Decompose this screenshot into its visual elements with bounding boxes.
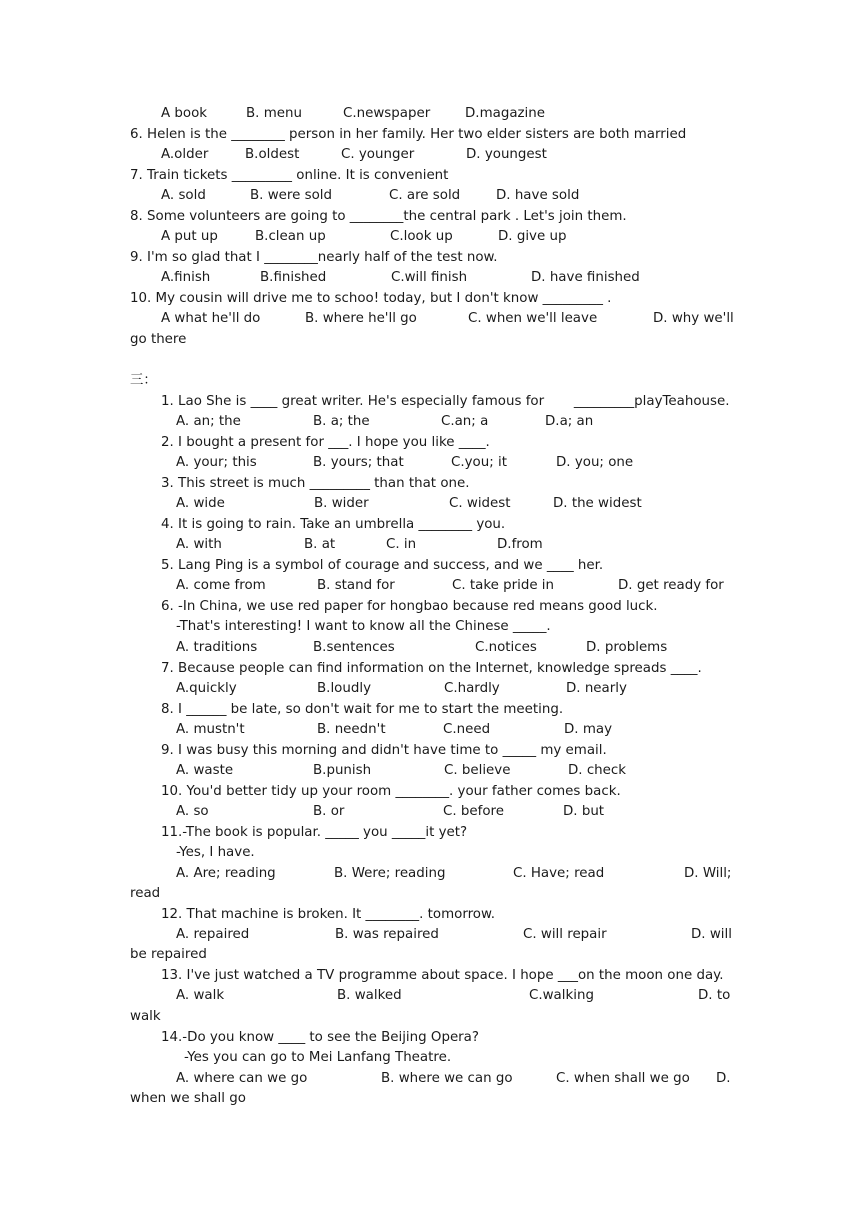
question-stem: 1. Lao She is ____ great writer. He's especially famous for _________playTeahouse. (161, 394, 730, 409)
option-b: B. where we can go (381, 1071, 513, 1086)
question-stem-reply: -That's interesting! I want to know all the Chinese _____. (176, 619, 551, 634)
option-c: C. when we'll leave (468, 311, 598, 326)
option-b: B. were sold (250, 188, 332, 203)
option-a: A. so (176, 804, 209, 819)
option-c: C. before (443, 804, 504, 819)
question-stem: 14.-Do you know ____ to see the Beijing Opera? (161, 1030, 479, 1045)
question-stem-reply: -Yes, I have. (176, 845, 255, 860)
question-stem-reply: -Yes you can go to Mei Lanfang Theatre. (184, 1050, 452, 1065)
option-a: A. repaired (176, 927, 250, 942)
option-d: D. Will; (684, 866, 732, 881)
option-c: C.walking (529, 988, 594, 1003)
option-wrap: walk (130, 1009, 161, 1024)
option-c: C. younger (341, 147, 415, 162)
option-c: C.an; a (441, 414, 489, 429)
option-b: B. where he'll go (305, 311, 417, 326)
option-c: C.need (443, 722, 491, 737)
option-d: D. check (568, 763, 627, 778)
option-a: A. come from (176, 578, 266, 593)
option-b: B. was repaired (335, 927, 439, 942)
option-b: B. wider (314, 496, 369, 511)
option-a: A. with (176, 537, 222, 552)
question-stem: 11.-The book is popular. _____ you _____it yet? (161, 825, 468, 840)
option-a: A. where can we go (176, 1071, 308, 1086)
option-a: A.quickly (176, 681, 237, 696)
option-b: B. yours; that (313, 455, 404, 470)
option-d: D.from (497, 537, 543, 552)
option-b: B.clean up (255, 229, 326, 244)
option-b: B. Were; reading (334, 866, 446, 881)
option-c: C. take pride in (452, 578, 555, 593)
option-a: A. mustn't (176, 722, 245, 737)
option-d: D. nearly (566, 681, 627, 696)
option-d: D. problems (586, 640, 668, 655)
option-d: D.a; an (545, 414, 594, 429)
question-stem: 9. I'm so glad that I ________nearly half of the test now. (130, 250, 498, 265)
option-c: C.newspaper (343, 106, 431, 121)
option-d: D. the widest (553, 496, 642, 511)
option-wrap: read (130, 886, 161, 901)
question-stem: 6. -In China, we use red paper for hongbao because red means good luck. (161, 599, 658, 614)
question-stem: 2. I bought a present for ___. I hope you like ____. (161, 435, 490, 450)
question-stem: 5. Lang Ping is a symbol of courage and success, and we ____ her. (161, 558, 604, 573)
option-d: D. why we'll (653, 311, 734, 326)
option-c: C. will repair (523, 927, 607, 942)
option-a: A put up (161, 229, 218, 244)
option-a: A. walk (176, 988, 225, 1003)
option-a: A. waste (176, 763, 234, 778)
option-c: C. are sold (389, 188, 461, 203)
option-b: B. at (304, 537, 336, 552)
option-d: D. to (698, 988, 731, 1003)
option-c: C.will finish (391, 270, 468, 285)
option-b: B.oldest (245, 147, 300, 162)
option-d: D. may (564, 722, 612, 737)
question-stem: 8. I ______ be late, so don't wait for me to start the meeting. (161, 702, 564, 717)
question-stem: 6. Helen is the ________ person in her family. Her two elder sisters are both married (130, 127, 687, 142)
option-d: D. but (563, 804, 605, 819)
option-d: D. get ready for (618, 578, 724, 593)
option-c: C. Have; read (513, 866, 605, 881)
option-c: C.hardly (444, 681, 500, 696)
option-wrap: when we shall go (130, 1091, 246, 1106)
option-a: A. traditions (176, 640, 258, 655)
question-stem: 10. My cousin will drive me to schoo! today, but I don't know _________ . (130, 291, 612, 306)
option-a: A. your; this (176, 455, 257, 470)
question-stem: 8. Some volunteers are going to ________the central park . Let's join them. (130, 209, 627, 224)
option-a: A.finish (161, 270, 211, 285)
option-wrap: be repaired (130, 947, 207, 962)
option-b: B. stand for (317, 578, 395, 593)
question-stem: 7. Train tickets _________ online. It is convenient (130, 168, 449, 183)
option-c: C.notices (475, 640, 537, 655)
option-b: B.sentences (313, 640, 395, 655)
question-stem: 4. It is going to rain. Take an umbrella ________ you. (161, 517, 506, 532)
option-b: B.punish (313, 763, 372, 778)
option-c: C. believe (444, 763, 511, 778)
option-a: A. sold (161, 188, 206, 203)
question-stem: 13. I've just watched a TV programme about space. I hope ___on the moon one day. (161, 968, 724, 983)
option-a: A. an; the (176, 414, 241, 429)
question-stem: 9. I was busy this morning and didn't have time to _____ my email. (161, 743, 607, 758)
option-d: D.magazine (465, 106, 545, 121)
option-c: C. in (386, 537, 417, 552)
option-c: C. widest (449, 496, 511, 511)
option-b: B. a; the (313, 414, 370, 429)
option-d: D. will (691, 927, 732, 942)
option-c: C.look up (390, 229, 453, 244)
option-d: D. you; one (556, 455, 634, 470)
option-d: D. give up (498, 229, 567, 244)
option-c: C. when shall we go (556, 1071, 690, 1086)
option-b: B. or (313, 804, 345, 819)
option-b: B.loudly (317, 681, 371, 696)
section-heading: 三： (130, 373, 157, 388)
option-b: B. walked (337, 988, 402, 1003)
option-d: D. have finished (531, 270, 640, 285)
option-a: A.older (161, 147, 209, 162)
question-stem: 12. That machine is broken. It ________. tomorrow. (161, 907, 495, 922)
option-d: D. (716, 1071, 731, 1086)
option-a: A book (161, 106, 208, 121)
question-stem: 7. Because people can find information on the Internet, knowledge spreads ____. (161, 661, 702, 676)
question-stem: 3. This street is much _________ than that one. (161, 476, 470, 491)
option-d: D. youngest (466, 147, 547, 162)
option-b: B. menu (246, 106, 302, 121)
option-a: A. wide (176, 496, 225, 511)
option-a: A. Are; reading (176, 866, 276, 881)
option-c: C.you; it (451, 455, 507, 470)
option-wrap: go there (130, 332, 187, 347)
option-a: A what he'll do (161, 311, 261, 326)
option-b: B. needn't (317, 722, 386, 737)
question-stem: 10. You'd better tidy up your room ________. your father comes back. (161, 784, 621, 799)
option-d: D. have sold (496, 188, 580, 203)
option-b: B.finished (260, 270, 327, 285)
